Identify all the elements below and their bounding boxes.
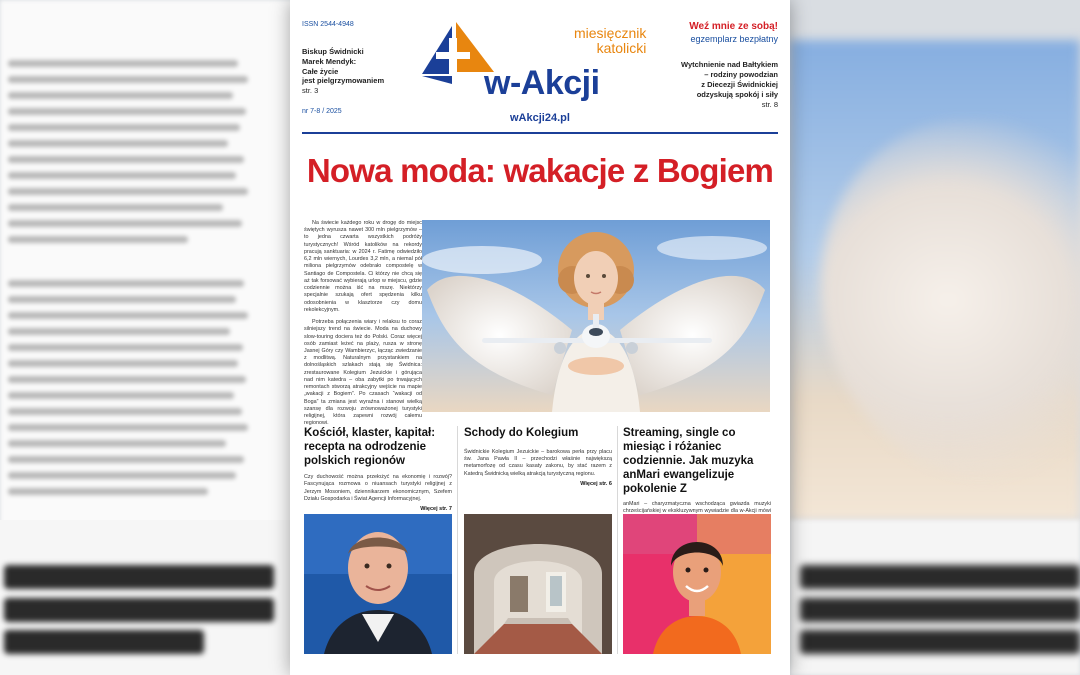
- issue-number: nr 7-8 / 2025: [302, 108, 342, 115]
- logo-text: w-Akcji: [484, 64, 600, 102]
- article-photo: [623, 514, 771, 654]
- column-separator: [617, 426, 618, 654]
- promo-title: Weź mnie ze sobą!: [689, 21, 778, 32]
- lead-paragraph: Potrzeba połączenia wiary i relaksu to coraz silniejszy trend na świecie. Moda na duchowy slow-touring dociera też do Polski. Coraz więcej osób zamiast leżeć na plaży, rusza w stronę Jasnej Góry czy Wambierzyc, łącząc zwiedzanie z modlitwą. Naturalnym przystankiem na dolnośląskich szlakach stają się Świdnica: zrestaurowane Kolegium Jezuickie i górująca nad nim katedra – oba zabytki po trwających remontach stworzą atrakcyjny wejście na mapie „wakacji z Bogiem”. Po czasach “wakacji od Boga” ta zmiana jest wyraźna i stanowi wielką szansę dla rozwoju zrównoważonej turystyki religijnej, która zapewni rozwój całemu regionowi.: [304, 319, 422, 427]
- article-title: Streaming, single co miesiąc i różaniec codziennie. Jak muzyka anMari ewangelizuje pokolenie Z: [623, 427, 754, 496]
- article-more-link[interactable]: Więcej str. 7: [420, 505, 452, 512]
- logo-subtitle: miesięcznik katolicki: [574, 25, 647, 57]
- column-separator: [457, 426, 458, 654]
- website-link[interactable]: wAkcji24.pl: [510, 112, 570, 124]
- singer-portrait-photo: [623, 514, 771, 654]
- article-photo: [464, 514, 612, 654]
- vaulted-corridor-photo: [464, 514, 612, 654]
- lead-paragraph: Na świecie każdego roku w drogę do miejsc świętych wyrusza nawet 300 mln pielgrzymów – to jedna czwarta wszystkich podróży turystycznych! Wśród katolików na rekordy pracują sanktuaria: w 2024 r. Fatimę odwiedziło 6,2 mln wiernych, Lourdes 3,2 mln, a niemal pół miliona pielgrzymów odebrało compostelę w Santiago de Compostela. Ci którzy nie chcą się aż tak forsować wybierają urlop w miejscu, gdzie codziennie można iść na mszę. Niektórzy specjalnie szukają ofert spędzenia kilku odosobnienia w klasztorze czy domu rekolekcyjnym.: [304, 220, 422, 313]
- blurred-left-bottom: [0, 520, 300, 675]
- article-text: anMari – charyzmatyczna wschodząca gwiazda muzyki chrześcijańskiej w ekskluzywnym wywiadzie dla w-Akcji mówi: [623, 501, 771, 515]
- logo: [422, 18, 662, 113]
- article-title: Schody do Kolegium: [464, 427, 579, 439]
- article-text: Świdnickie Kolegium Jezuickie – barokowa perła przy placu św. Jana Pawła II – przechodzi właśnie największą metamorfozę od czasu kasaty zakonu, by stać razem z Katedrą Świdnicką wielką atrakcją turystyczną regionu.: [464, 449, 612, 477]
- man-portrait-photo: [304, 514, 452, 654]
- masthead-divider: [302, 132, 778, 134]
- angel-with-airplane-illustration: [422, 220, 770, 412]
- article-text: Czy duchowość można przełożyć na ekonomię i rozwój? Fascynująca rozmowa o niuansach turystyki religijnej z Jerzym Mosoniem, dziennikarzem ekonomicznym, Szefem Działu Gospodarka i Świat Agencji Informacyjnej.: [304, 474, 452, 502]
- promo: [689, 21, 778, 44]
- article-schody-do-kolegium[interactable]: [464, 426, 612, 666]
- left-teaser: Biskup Świdnicki Marek Mendyk: Całe życie jest pielgrzymowaniem str. 3: [302, 47, 385, 95]
- newspaper-cover: [290, 0, 790, 675]
- right-teaser: Wytchnienie nad Bałtykiem – rodziny powodzian z Diecezji Świdnickiej odzyskują spokój i siły str. 8: [681, 60, 778, 109]
- article-streaming-anmari[interactable]: [623, 426, 771, 666]
- article-more-link[interactable]: Więcej str. 6: [580, 480, 612, 487]
- blurred-right-bottom: [790, 520, 1080, 675]
- issn: ISSN 2544-4948: [302, 21, 354, 28]
- lead-article: [304, 220, 422, 433]
- promo-subtitle: egzemplarz bezpłatny: [690, 34, 778, 44]
- article-title: Kościół, klaster, kapitał: recepta na odrodzenie polskich regionów: [304, 427, 436, 468]
- article-kosciol-klaster-kapital[interactable]: [304, 426, 452, 666]
- main-headline: Nowa moda: wakacje z Bogiem: [306, 152, 774, 189]
- hero-image: [422, 220, 770, 412]
- article-photo: [304, 514, 452, 654]
